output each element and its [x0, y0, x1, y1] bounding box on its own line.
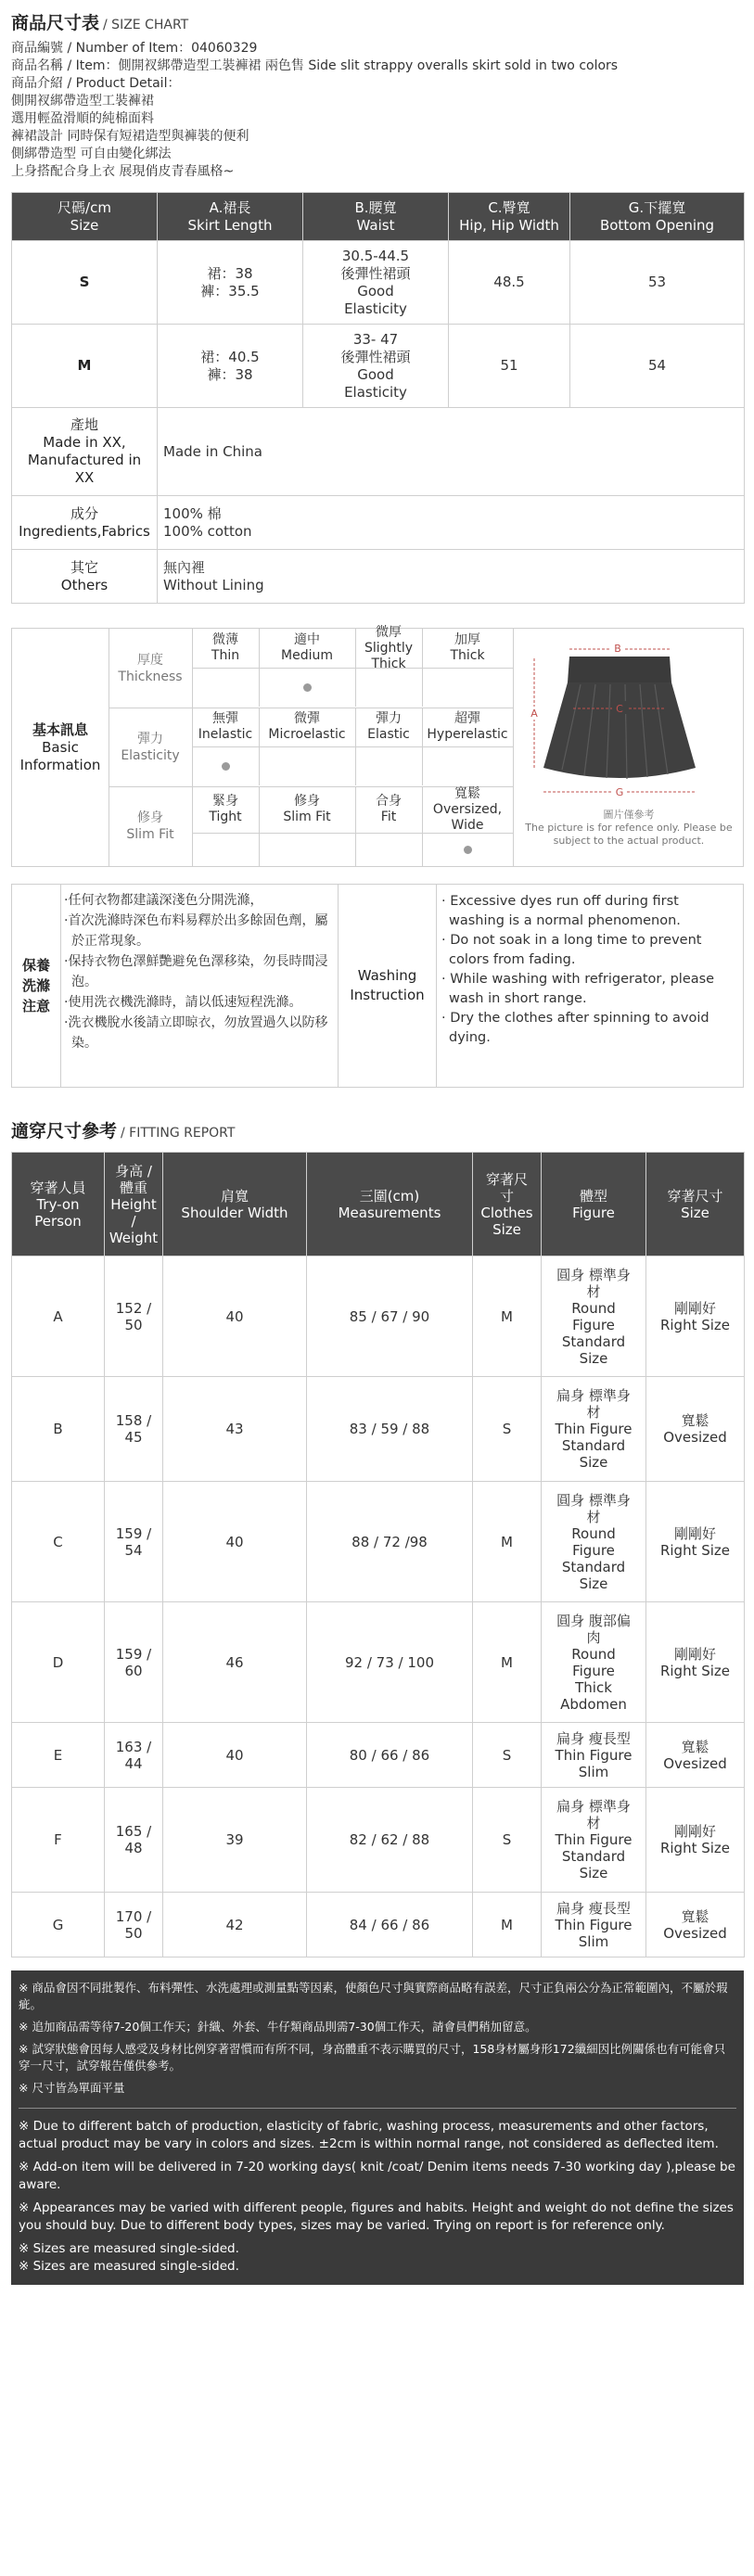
origin-label: 產地 Made in XX, Manufactured in XX: [12, 408, 158, 496]
header-height-weight: 身高 / 體重 Height / Weight: [105, 1153, 163, 1256]
person-label: G: [12, 1893, 105, 1958]
fitting-table: [11, 1152, 745, 1958]
figure: 扁身 瘦長型 Thin Figure Slim: [542, 1893, 646, 1958]
size-chart-heading: [11, 9, 744, 34]
figure: 扁身 瘦長型 Thin Figure Slim: [542, 1723, 646, 1788]
thickness-marker-cell: [355, 668, 423, 707]
intro-line: 商品介紹 / Product Detail：: [11, 76, 181, 91]
header-person: 穿著人員 Try-on Person: [12, 1153, 105, 1256]
washing-panel: [11, 884, 744, 1088]
ingredients-label: 成分 Ingredients,Fabrics: [12, 496, 158, 550]
thickness-label: 厚度 Thickness: [109, 629, 193, 708]
measurements: 92 / 73 / 100: [307, 1602, 473, 1723]
size-row-m: [12, 325, 745, 408]
others-label: 其它 Others: [12, 550, 158, 604]
washing-note: ·保持衣物色澤鮮艷避免色澤移染，勿長時間浸泡。: [64, 954, 328, 989]
figure: 圓身 標準身 材 Round Figure Standard Size: [542, 1256, 646, 1377]
size-row-s: [12, 241, 745, 325]
intro-line: 商品名稱 / Item：側開衩綁帶造型工裝褲裙 兩色售 Side slit strappy overalls skirt sold in two colors: [11, 58, 619, 73]
header-skirt-length: A.裙長 Skirt Length: [158, 193, 303, 241]
header-size: 尺碼/cm Size: [12, 193, 158, 241]
note-en: ※ Add-on item will be delivered in 7-20 working days( knit /coat/ Denim items needs 7-30 working day ),please be aware.: [19, 2160, 735, 2192]
header-fit-size: 穿著尺寸 Size: [646, 1153, 745, 1256]
elasticity-marker-cell: [259, 746, 356, 785]
diagram-label-a: A: [530, 708, 538, 720]
fit-marker-cell: [422, 833, 513, 866]
measurements: 80 / 66 / 86: [307, 1723, 473, 1788]
skirt-length-value: 裙：40.5 褲：38: [158, 325, 303, 408]
washing-notes-zh: [60, 885, 339, 1087]
fitting-row: [12, 1893, 745, 1958]
washing-note: · While washing with refrigerator, please wash in short range.: [441, 972, 715, 1006]
diagram-label-c: C: [616, 703, 623, 715]
elasticity-option: 超彈 Hyperelastic: [422, 708, 513, 747]
size-table-header-row: [12, 193, 745, 241]
height-weight: 159 / 60: [105, 1602, 163, 1723]
header-measurements: 三圍(cm) Measurements: [307, 1153, 473, 1256]
figure: 扁身 標準身 材 Thin Figure Standard Size: [542, 1377, 646, 1482]
bottom-value: 54: [570, 325, 745, 408]
diagram-label-b: B: [614, 643, 621, 655]
fitting-subtitle: / FITTING REPORT: [121, 1126, 236, 1141]
fitting-header-row: [12, 1153, 745, 1256]
fitting-row: [12, 1377, 745, 1482]
washing-label-zh: 保養 洗滌 注意: [12, 885, 61, 1087]
intro-line: 側開衩綁帶造型工裝褲裙: [11, 94, 154, 108]
person-label: E: [12, 1723, 105, 1788]
thickness-marker-cell: [192, 668, 260, 707]
intro-line: 商品編號 / Number of Item：04060329: [11, 41, 258, 56]
thickness-row: [109, 624, 513, 708]
clothes-size: S: [473, 1788, 542, 1893]
fit-result: 寬鬆 Ovesized: [646, 1723, 745, 1788]
note-en: ※ Sizes are measured single-sided.: [19, 2259, 239, 2274]
washing-note: ·首次洗滌時深色布料易釋於出多餘固色劑，屬於正常現象。: [64, 913, 328, 949]
others-row: [12, 550, 745, 604]
fit-option: 修身 Slim Fit: [259, 786, 356, 834]
fit-result: 剛剛好 Right Size: [646, 1788, 745, 1893]
washing-note: · Do not soak in a long time to prevent colors from fading.: [441, 933, 702, 967]
others-value: 無內裡 Without Lining: [158, 550, 745, 604]
intro-line: 褲裙設計 同時保有短裙造型與褲裝的便利: [11, 129, 249, 144]
thickness-option: 微薄 Thin: [192, 629, 260, 669]
person-label: F: [12, 1788, 105, 1893]
header-figure: 體型 Figure: [542, 1153, 646, 1256]
elasticity-option: 無彈 Inelastic: [192, 708, 260, 747]
washing-label-en: Washing Instruction: [339, 885, 437, 1087]
fit-label: 修身 Slim Fit: [109, 786, 193, 866]
thickness-option: 適中 Medium: [259, 629, 356, 669]
clothes-size: M: [473, 1482, 542, 1602]
fitting-row: [12, 1723, 745, 1788]
note-en: ※ Sizes are measured single-sided.: [19, 2241, 239, 2256]
elasticity-option: 微彈 Microelastic: [259, 708, 356, 747]
fit-option: 緊身 Tight: [192, 786, 260, 834]
measurements: 82 / 62 / 88: [307, 1788, 473, 1893]
notes-panel: [11, 1970, 744, 2285]
note-zh: ※ 追加商品需等待7-20個工作天；針織、外套、牛仔類商品則需7-30個工作天，請會員們稍加留意。: [19, 2020, 537, 2034]
shoulder-width: 46: [163, 1602, 307, 1723]
notes-divider: [19, 2108, 736, 2109]
hip-value: 51: [449, 325, 570, 408]
waist-value: 33- 47 後彈性裙頭 Good Elasticity: [303, 325, 449, 408]
size-table: [11, 192, 745, 604]
size-chart-subtitle: / SIZE CHART: [103, 18, 189, 32]
header-hip: C.臀寬 Hip, Hip Width: [449, 193, 570, 241]
fitting-row: [12, 1482, 745, 1602]
size-label: S: [12, 241, 158, 325]
fitting-title: 適穿尺寸參考: [11, 1121, 118, 1141]
note-zh: ※ 商品會因不同批製作、布料彈性、水洗處理或測量點等因素，使顏色尺寸與實際商品略有誤差，尺寸正負兩公分為正常範圍內，不屬於瑕疵。: [19, 1981, 728, 2011]
thickness-option: 微厚 Slightly Thick: [355, 629, 423, 669]
washing-note: ·洗衣機脫水後請立即晾衣，勿放置過久以防移染。: [64, 1015, 328, 1051]
shoulder-width: 40: [163, 1482, 307, 1602]
selected-dot-icon: [303, 683, 312, 692]
fit-result: 剛剛好 Right Size: [646, 1602, 745, 1723]
ingredients-value: 100% 棉 100% cotton: [158, 496, 745, 550]
note-zh: ※ 試穿狀態會因每人感受及身材比例穿著習慣而有所不同，身高體重不表示購買的尺寸，158身材屬身形172纖細因比例關係也有可能會只穿一尺寸，試穿報告僅供參考。: [19, 2042, 726, 2072]
washing-note: ·使用洗衣機洗滌時，請以低速短程洗滌。: [64, 995, 302, 1010]
skirt-length-value: 裙：38 褲：35.5: [158, 241, 303, 325]
height-weight: 159 / 54: [105, 1482, 163, 1602]
shoulder-width: 43: [163, 1377, 307, 1482]
ingredients-row: [12, 496, 745, 550]
thickness-marker-cell: [259, 668, 356, 707]
elasticity-marker-cell: [355, 746, 423, 785]
clothes-size: M: [473, 1893, 542, 1958]
fit-row: [109, 786, 513, 865]
elasticity-marker-cell: [422, 746, 513, 785]
product-intro: [11, 40, 744, 181]
fit-marker-cell: [192, 833, 260, 866]
shoulder-width: 39: [163, 1788, 307, 1893]
washing-note: · Excessive dyes run off during first washing is a normal phenomenon.: [441, 894, 681, 928]
header-waist: B.腰寬 Waist: [303, 193, 449, 241]
height-weight: 158 / 45: [105, 1377, 163, 1482]
diagram-label-g: G: [615, 786, 624, 798]
clothes-size: S: [473, 1723, 542, 1788]
size-label: M: [12, 325, 158, 408]
skirt-diagram-icon: [514, 629, 744, 805]
measurements: 85 / 67 / 90: [307, 1256, 473, 1377]
note-en: ※ Due to different batch of production, elasticity of fabric, washing process, measurements and other factors, actual product may be vary in colors and sizes. ±2cm is within normal range, not considered as deflected item.: [19, 2119, 719, 2151]
basic-info-label: 基本訊息 Basic Information: [12, 629, 109, 866]
diagram-note: 圖片僅參考 The picture is for refence only. Please be subject to the actual product.: [525, 809, 733, 847]
measurements: 83 / 59 / 88: [307, 1377, 473, 1482]
person-label: B: [12, 1377, 105, 1482]
elasticity-label: 彈力 Elasticity: [109, 708, 193, 786]
clothes-size: M: [473, 1256, 542, 1377]
clothes-size: M: [473, 1602, 542, 1723]
header-clothes-size: 穿著尺 寸 Clothes Size: [473, 1153, 542, 1256]
basic-info-panel: [11, 624, 744, 867]
person-label: A: [12, 1256, 105, 1377]
selected-dot-icon: [464, 846, 472, 854]
thickness-option: 加厚 Thick: [422, 629, 513, 669]
washing-note: · Dry the clothes after spinning to avoid dying.: [441, 1011, 709, 1045]
origin-value: Made in China: [158, 408, 745, 496]
note-en: ※ Appearances may be varied with different people, figures and habits. Height and weight do not define the sizes you should buy. Due to different body types, sizes may be varied. Trying on report is for reference only.: [19, 2200, 734, 2233]
person-label: C: [12, 1482, 105, 1602]
figure: 扁身 標準身 材 Thin Figure Standard Size: [542, 1788, 646, 1893]
fitting-row: [12, 1256, 745, 1377]
height-weight: 170 / 50: [105, 1893, 163, 1958]
elasticity-row: [109, 708, 513, 787]
page: [11, 9, 744, 2285]
elasticity-option: 彈力 Elastic: [355, 708, 423, 747]
fitting-row: [12, 1602, 745, 1723]
waist-value: 30.5-44.5 後彈性裙頭 Good Elasticity: [303, 241, 449, 325]
fit-result: 剛剛好 Right Size: [646, 1482, 745, 1602]
fit-result: 寬鬆 Ovesized: [646, 1377, 745, 1482]
shoulder-width: 42: [163, 1893, 307, 1958]
shoulder-width: 40: [163, 1723, 307, 1788]
height-weight: 152 / 50: [105, 1256, 163, 1377]
origin-row: [12, 408, 745, 496]
fit-marker-cell: [355, 833, 423, 866]
measurements: 88 / 72 /98: [307, 1482, 473, 1602]
clothes-size: S: [473, 1377, 542, 1482]
height-weight: 165 / 48: [105, 1788, 163, 1893]
hip-value: 48.5: [449, 241, 570, 325]
fitting-heading: [11, 1117, 744, 1142]
fit-option: 合身 Fit: [355, 786, 423, 834]
selected-dot-icon: [222, 762, 230, 771]
thickness-marker-cell: [422, 668, 513, 707]
size-chart-title: 商品尺寸表: [11, 13, 100, 33]
intro-line: 側綁帶造型 可自由變化綁法: [11, 147, 172, 161]
fit-option: 寬鬆 Oversized, Wide: [422, 786, 513, 834]
note-zh: ※ 尺寸皆為單面平量: [19, 2081, 125, 2095]
fit-marker-cell: [259, 833, 356, 866]
intro-line: 上身搭配合身上衣 展現俏皮青春風格~: [11, 164, 235, 179]
elasticity-marker-cell: [192, 746, 260, 785]
fitting-row: [12, 1788, 745, 1893]
washing-note: ·任何衣物都建議深淺色分開洗滌，: [64, 893, 263, 908]
height-weight: 163 / 44: [105, 1723, 163, 1788]
basic-info-grid: [109, 624, 513, 866]
fit-result: 剛剛好 Right Size: [646, 1256, 745, 1377]
fit-result: 寬鬆 Ovesized: [646, 1893, 745, 1958]
skirt-diagram: [513, 629, 744, 866]
header-bottom-opening: G.下擺寬 Bottom Opening: [570, 193, 745, 241]
header-shoulder: 肩寬 Shoulder Width: [163, 1153, 307, 1256]
washing-notes-en: [436, 885, 743, 1087]
person-label: D: [12, 1602, 105, 1723]
shoulder-width: 40: [163, 1256, 307, 1377]
intro-line: 選用輕盈滑順的純棉面料: [11, 111, 154, 126]
figure: 圓身 標準身 材 Round Figure Standard Size: [542, 1482, 646, 1602]
measurements: 84 / 66 / 86: [307, 1893, 473, 1958]
bottom-value: 53: [570, 241, 745, 325]
figure: 圓身 腹部偏 肉 Round Figure Thick Abdomen: [542, 1602, 646, 1723]
